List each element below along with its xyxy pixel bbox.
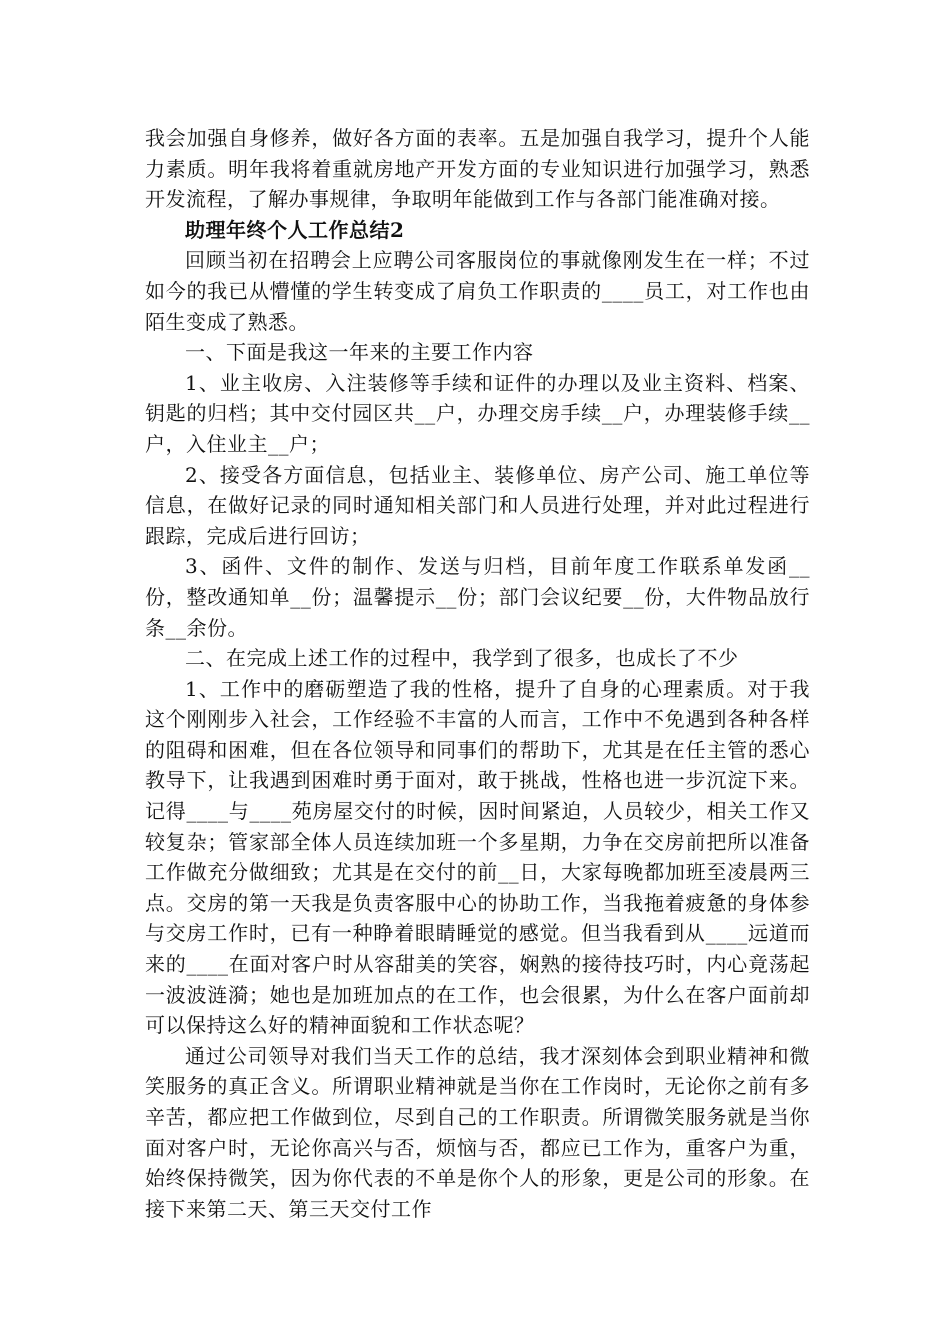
list-item-documents: 3、函件、文件的制作、发送与归档，目前年度工作联系单发函__份，整改通知单__份；温馨提示__份；部门会议纪要__份，大件物品放行条__余份。 — [145, 554, 810, 640]
subheading-main-work: 一、下面是我这一年来的主要工作内容 — [185, 340, 534, 365]
list-item-house-handover: 1、业主收房、入注装修等手续和证件的办理以及业主资料、档案、钥匙的归档；其中交付园区共__户，办理交房手续__户，办理装修手续__户，入住业主__户； — [145, 370, 810, 456]
paragraph-intro: 回顾当初在招聘会上应聘公司客服岗位的事就像刚发生在一样；不过如今的我已从懵懂的学生转变成了肩负工作职责的____员工，对工作也由陌生变成了熟悉。 — [145, 248, 810, 334]
subheading-growth: 二、在完成上述工作的过程中，我学到了很多，也成长了不少 — [185, 646, 739, 671]
list-item-information: 2、接受各方面信息，包括业主、装修单位、房产公司、施工单位等信息，在做好记录的同时通知相关部门和人员进行处理，并对此过程进行跟踪，完成后进行回访； — [145, 462, 810, 548]
document-body — [145, 123, 810, 1224]
paragraph-self-improvement: 我会加强自身修养，做好各方面的表率。五是加强自我学习，提升个人能力素质。明年我将着重就房地产开发方面的专业知识进行加强学习，熟悉开发流程，了解办事规律，争取明年能做到工作与各部门能准确对接。 — [145, 126, 810, 212]
section-title: 助理年终个人工作总结2 — [185, 217, 405, 242]
paragraph-experience: 1、工作中的磨砺塑造了我的性格，提升了自身的心理素质。对于我这个刚刚步入社会，工作经验不丰富的人而言，工作中不免遇到各种各样的阻碍和困难，但在各位领导和同事们的帮助下，尤其是在任主管的悉心教导下，让我遇到困难时勇于面对，敢于挑战，性格也进一步沉淀下来。记得____与____苑房屋交付的时候，因时间紧迫，人员较少，相关工作又较复杂；管家部全体人员连续加班一个多星期，力争在交房前把所以准备工作做充分做细致；尤其是在交付的前__日，大家每晚都加班至凌晨两三点。交房的第一天我是负责客服中心的协助工作，当我拖着疲惫的身体参与交房工作时，已有一种睁着眼睛睡觉的感觉。但当我看到从____远道而来的____在面对客户时从容甜美的笑容，娴熟的接待技巧时，内心竟荡起一波波涟漪；她也是加班加点的在工作，也会很累，为什么在客户面前却可以保持这么好的精神面貌和工作状态呢？ — [145, 676, 810, 1038]
paragraph-professionalism: 通过公司领导对我们当天工作的总结，我才深刻体会到职业精神和微笑服务的真正含义。所谓职业精神就是当你在工作岗时，无论你之前有多辛苦，都应把工作做到位，尽到自己的工作职责。所谓微笑服务就是当你面对客户时，无论你高兴与否，烦恼与否，都应已工作为，重客户为重，始终保持微笑，因为你代表的不单是你个人的形象，更是公司的形象。在接下来第二天、第三天交付工作 — [145, 1043, 810, 1221]
